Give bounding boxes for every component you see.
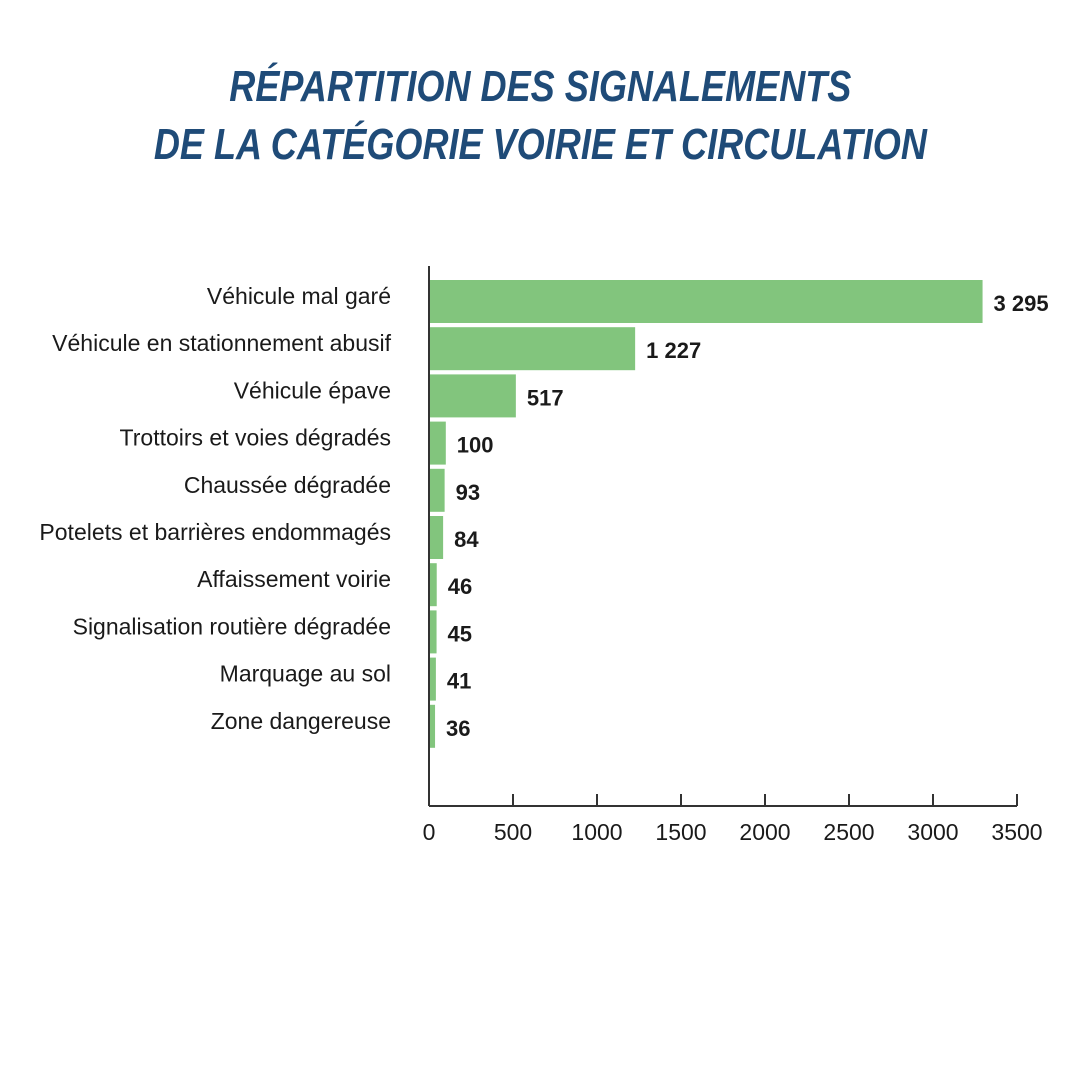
category-label: Affaissement voirie bbox=[197, 566, 391, 593]
bar bbox=[430, 563, 437, 606]
category-label: Véhicule mal garé bbox=[206, 283, 391, 309]
x-tick-label: 1500 bbox=[655, 819, 707, 845]
x-tick-label: 3000 bbox=[907, 819, 959, 845]
bar bbox=[430, 422, 446, 465]
x-tick-label: 2500 bbox=[823, 819, 875, 845]
category-label: Potelets et barrières endommagés bbox=[39, 519, 391, 545]
x-tick-label: 500 bbox=[493, 819, 533, 845]
bar bbox=[430, 374, 516, 417]
data-label: 41 bbox=[446, 668, 472, 694]
category-label: Signalisation routière dégradée bbox=[72, 613, 391, 640]
category-label: Véhicule épave bbox=[233, 377, 391, 404]
data-label: 93 bbox=[455, 479, 481, 505]
bar bbox=[430, 658, 436, 701]
x-tick-label: 3500 bbox=[991, 819, 1043, 845]
data-label: 100 bbox=[456, 432, 494, 458]
chart-title-line-1: RÉPARTITION DES SIGNALEMENTS bbox=[228, 62, 852, 111]
x-tick-label: 0 bbox=[422, 819, 436, 845]
category-label: Chaussée dégradée bbox=[183, 471, 391, 498]
x-tick-label: 1000 bbox=[571, 819, 623, 845]
data-label: 46 bbox=[447, 574, 473, 600]
category-label: Zone dangereuse bbox=[210, 707, 391, 734]
data-label: 45 bbox=[447, 621, 473, 647]
chart-title-line-2: DE LA CATÉGORIE VOIRIE ET CIRCULATION bbox=[153, 120, 927, 169]
bar bbox=[430, 280, 983, 323]
x-tick-label: 2000 bbox=[739, 819, 791, 845]
category-label: Véhicule en stationnement abusif bbox=[52, 330, 391, 357]
data-label: 84 bbox=[454, 527, 479, 552]
bar bbox=[430, 469, 445, 512]
bar bbox=[430, 516, 443, 559]
category-label: Marquage au sol bbox=[219, 660, 391, 687]
category-label: Trottoirs et voies dégradés bbox=[119, 424, 391, 451]
data-label: 3 295 bbox=[993, 291, 1049, 316]
data-label: 36 bbox=[446, 715, 471, 741]
data-label: 1 227 bbox=[646, 338, 702, 364]
bar bbox=[430, 705, 435, 748]
data-label: 517 bbox=[526, 385, 564, 411]
bar bbox=[430, 327, 635, 370]
bar bbox=[430, 610, 437, 653]
